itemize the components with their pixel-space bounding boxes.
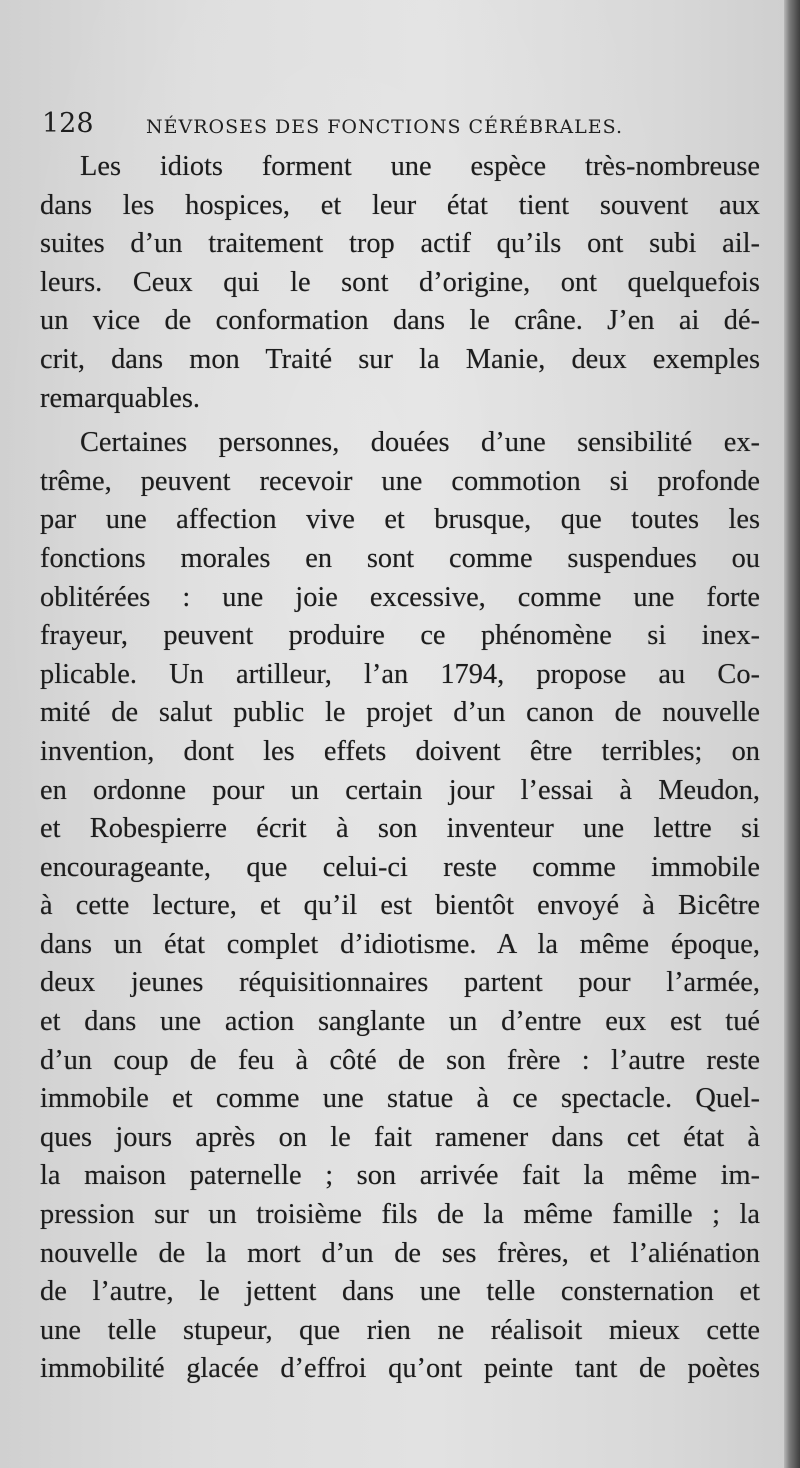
text-line: oblitérées : une joie excessive, comme une forte xyxy=(40,581,760,613)
body-text xyxy=(40,148,760,1389)
text-line: suites d’un traitement trop actif qu’ils ont subi ail- xyxy=(40,228,760,260)
text-line: une telle stupeur, que rien ne réalisoit mieux cette xyxy=(40,1314,760,1346)
text-line: et Robespierre écrit à son inventeur une lettre si xyxy=(40,813,760,845)
text-line: fonctions morales en sont comme suspendues ou xyxy=(40,542,760,574)
text-line: nouvelle de la mort d’un de ses frères, et l’aliénation xyxy=(40,1237,760,1269)
text-line: invention, dont les effets doivent être terribles; on xyxy=(40,735,760,767)
page-edge-shadow xyxy=(784,0,800,1468)
text-line: immobilité glacée d’effroi qu’ont peinte tant de poètes xyxy=(40,1353,760,1385)
text-line: un vice de conformation dans le crâne. J’en ai dé- xyxy=(40,305,760,337)
text-line: de l’autre, le jettent dans une telle consternation et xyxy=(40,1276,760,1308)
text-line: leurs. Ceux qui le sont d’origine, ont quelquefois xyxy=(40,266,760,298)
text-line: trême, peuvent recevoir une commotion si profonde xyxy=(40,465,760,497)
text-line: en ordonne pour un certain jour l’essai à Meudon, xyxy=(40,774,760,806)
page-header xyxy=(42,108,742,144)
text-line: crit, dans mon Traité sur la Manie, deux exemples xyxy=(40,343,760,375)
text-line: immobile et comme une statue à ce spectacle. Quel- xyxy=(40,1083,760,1115)
page-number: 128 xyxy=(42,108,94,139)
text-line: mité de salut public le projet d’un canon de nouvelle xyxy=(40,697,760,729)
text-line: par une affection vive et brusque, que toutes les xyxy=(40,504,760,536)
text-line: Certaines personnes, douées d’une sensibilité ex- xyxy=(80,427,760,459)
text-line: la maison paternelle ; son arrivée fait la même im- xyxy=(40,1160,760,1192)
text-line: Les idiots forment une espèce très-nombreuse xyxy=(80,151,760,182)
text-line: dans un état complet d’idiotisme. A la même époque, xyxy=(40,928,760,960)
text-line: à cette lecture, et qu’il est bientôt envoyé à Bicêtre xyxy=(40,890,760,922)
text-line: ques jours après on le fait ramener dans cet état à xyxy=(40,1121,760,1153)
text-line: frayeur, peuvent produire ce phénomène si inex- xyxy=(40,620,760,652)
text-line: deux jeunes réquisitionnaires partent pour l’armée, xyxy=(40,967,760,999)
text-line: plicable. Un artilleur, l’an 1794, propose au Co- xyxy=(40,658,760,690)
text-line: encourageante, que celui-ci reste comme immobile xyxy=(40,851,760,883)
text-line: et dans une action sanglante un d’entre eux est tué xyxy=(40,1006,760,1038)
running-head: NÉVROSES DES FONCTIONS CÉRÉBRALES. xyxy=(146,116,623,138)
text-line: dans les hospices, et leur état tient souvent aux xyxy=(40,189,760,221)
text-line: d’un coup de feu à côté de son frère : l’autre reste xyxy=(40,1044,760,1076)
text-line: pression sur un troisième fils de la même famille ; la xyxy=(40,1199,760,1231)
text-line: remarquables. xyxy=(40,382,201,414)
